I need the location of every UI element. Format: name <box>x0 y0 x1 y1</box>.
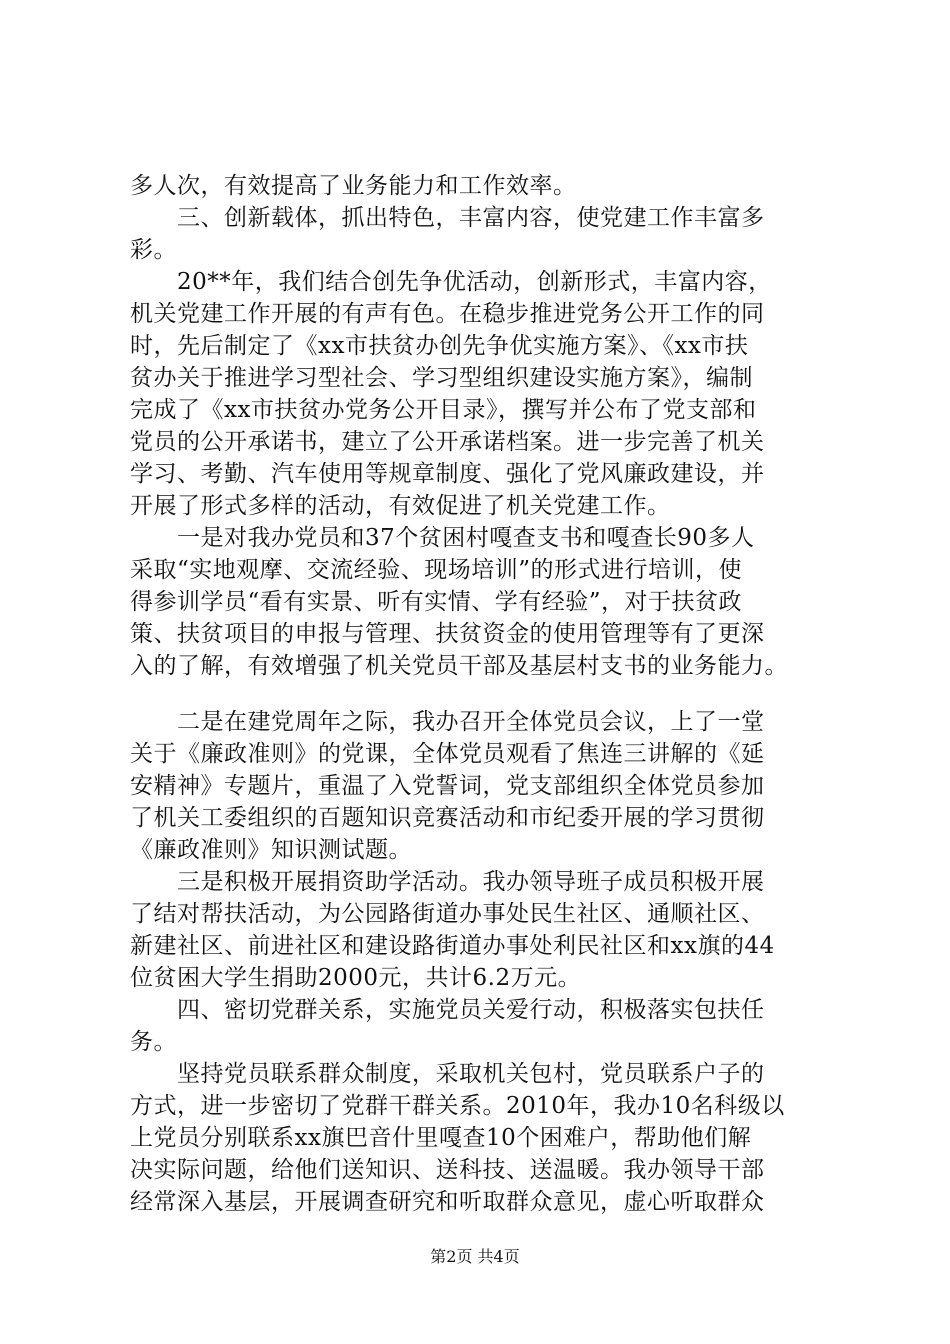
text-line: 采取“实地观摩、交流经验、现场培训”的形式进行培训，使 <box>130 557 743 583</box>
text-line: 了机关工委组织的百题知识竞赛活动和市纪委开展的学习贯彻 <box>130 805 765 831</box>
text-line: 党员的公开承诺书，建立了公开承诺档案。进一步完善了机关 <box>130 429 765 455</box>
text-line: 三是积极开展捐资助学活动。我办领导班子成员积极开展 <box>130 869 765 895</box>
text-line: 《廉政准则》知识测试题。 <box>130 837 412 863</box>
text-line: 学习、考勤、汽车使用等规章制度、强化了党风廉政建设，并 <box>130 461 765 487</box>
text-line: 新建社区、前进社区和建设路街道办事处利民社区和xx旗的44 <box>130 933 775 959</box>
text-line: 四、密切党群关系，实施党员关爱行动，积极落实包扶任 <box>130 997 765 1023</box>
text-line: 决实际问题，给他们送知识、送科技、送温暖。我办领导干部 <box>130 1157 765 1183</box>
text-line: 策、扶贫项目的申报与管理、扶贫资金的使用管理等有了更深 <box>130 621 765 647</box>
text-line: 彩。 <box>130 237 177 263</box>
text-line: 方式，进一步密切了党群干群关系。2010年，我办10名科级以 <box>130 1093 785 1119</box>
text-line: 位贫困大学生捐助2000元，共计6.2万元。 <box>130 965 582 991</box>
text-line: 了结对帮扶活动，为公园路街道办事处民生社区、通顺社区、 <box>130 901 765 927</box>
text-line: 关于《廉政准则》的党课，全体党员观看了焦连三讲解的《延 <box>130 741 765 767</box>
text-line: 上党员分别联系xx旗巴音什里嘎查10个困难户，帮助他们解 <box>130 1125 752 1151</box>
text-line: 机关党建工作开展的有声有色。在稳步推进党务公开工作的同 <box>130 301 765 327</box>
text-line: 安精神》专题片，重温了入党誓词，党支部组织全体党员参加 <box>130 773 765 799</box>
text-line: 20**年，我们结合创先争优活动，创新形式，丰富内容， <box>130 269 772 295</box>
document-body <box>130 170 830 1218</box>
text-line: 开展了形式多样的活动，有效促进了机关党建工作。 <box>130 493 671 519</box>
text-line: 二是在建党周年之际，我办召开全体党员会议，上了一堂 <box>130 709 765 735</box>
text-line: 完成了《xx市扶贫办党务公开目录》，撰写并公布了党支部和 <box>130 397 757 423</box>
page-footer: 第2页 共4页 <box>430 1247 520 1266</box>
text-line: 入的了解，有效增强了机关党员干部及基层村支书的业务能力。 <box>130 653 788 679</box>
text-line <box>130 682 830 706</box>
text-line: 务。 <box>130 1029 177 1055</box>
text-line: 三、创新载体，抓出特色，丰富内容，使党建工作丰富多 <box>130 205 765 231</box>
text-line: 得参训学员“看有实景、听有实情、学有经验”，对于扶贫政 <box>130 589 743 615</box>
text-line: 一是对我办党员和37个贫困村嘎查支书和嘎查长90多人 <box>130 525 755 551</box>
text-line: 时，先后制定了《xx市扶贫办创先争优实施方案》、《xx市扶 <box>130 333 749 359</box>
text-line: 坚持党员联系群众制度，采取机关包村，党员联系户子的 <box>130 1061 765 1087</box>
text-line: 经常深入基层，开展调查研究和听取群众意见，虚心听取群众 <box>130 1189 765 1215</box>
text-line: 多人次，有效提高了业务能力和工作效率。 <box>130 173 577 199</box>
text-line: 贫办关于推进学习型社会、学习型组织建设实施方案》，编制 <box>130 365 753 391</box>
